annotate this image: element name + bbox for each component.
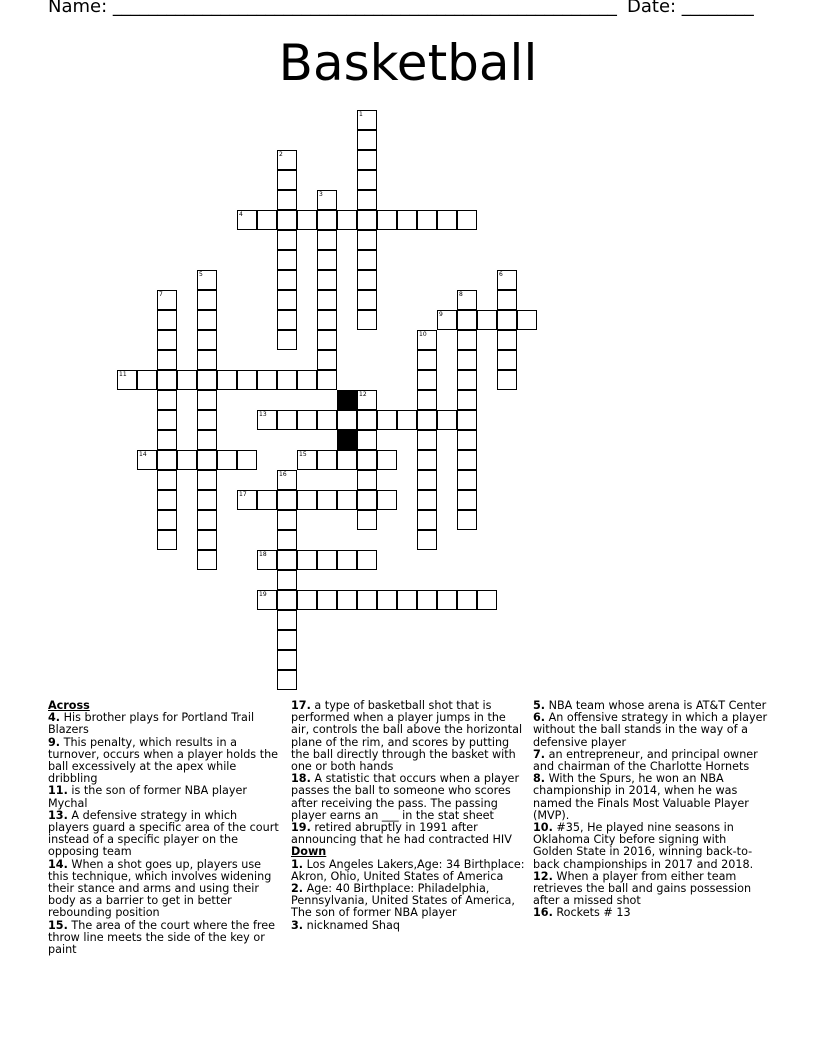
grid-cell[interactable] <box>337 550 357 570</box>
grid-cell[interactable] <box>297 550 317 570</box>
grid-cell[interactable] <box>457 450 477 470</box>
clue-number: 16 <box>279 471 287 478</box>
clues-column-1 <box>48 700 280 956</box>
grid-cell[interactable] <box>197 450 217 470</box>
grid-cell[interactable] <box>357 170 377 190</box>
grid-cell[interactable] <box>197 390 217 410</box>
grid-cell[interactable] <box>457 310 477 330</box>
grid-cell[interactable] <box>177 370 197 390</box>
clues-column-3 <box>533 700 768 920</box>
grid-cell[interactable] <box>317 210 337 230</box>
grid-cell[interactable] <box>277 250 297 270</box>
grid-cell[interactable] <box>157 290 177 310</box>
grid-cell[interactable] <box>457 390 477 410</box>
grid-cell[interactable] <box>337 450 357 470</box>
grid-cell[interactable] <box>157 330 177 350</box>
clue-across-17: 17. a type of basketball shot that is performed when a player jumps in the air, controls the ball above the horizontal plane of the rim, and scores by putting the ball directly through the basket with one or both hands <box>291 699 523 774</box>
clue-number: 8 <box>459 291 463 298</box>
grid-cell[interactable] <box>197 410 217 430</box>
clue-number: 12 <box>359 391 367 398</box>
clue-across-15: 15. The area of the court where the free throw line meets the side of the key or paint <box>48 918 276 957</box>
grid-cell[interactable] <box>357 270 377 290</box>
grid-cell[interactable] <box>377 410 397 430</box>
grid-cell[interactable] <box>357 470 377 490</box>
clue-number: 13 <box>259 411 267 418</box>
grid-cell[interactable] <box>357 130 377 150</box>
grid-cell[interactable] <box>357 450 377 470</box>
clue-number: 1 <box>359 111 363 118</box>
grid-cell[interactable] <box>437 410 457 430</box>
grid-cell[interactable] <box>417 330 437 350</box>
grid-cell[interactable] <box>277 230 297 250</box>
grid-cell[interactable] <box>457 410 477 430</box>
grid-cell[interactable] <box>337 210 357 230</box>
grid-cell[interactable] <box>397 590 417 610</box>
grid-cell[interactable] <box>197 530 217 550</box>
grid-cell[interactable] <box>137 370 157 390</box>
clue-down-3: 3. nicknamed Shaq <box>291 918 400 932</box>
clue-across-14: 14. When a shot goes up, players use this technique, which involves widening their stance and arms and using their body as a barrier to get in better rebounding position <box>48 857 272 920</box>
grid-cell[interactable] <box>357 290 377 310</box>
down-heading: Down <box>291 845 327 859</box>
grid-cell[interactable] <box>357 510 377 530</box>
grid-cell[interactable] <box>377 450 397 470</box>
grid-cell[interactable] <box>417 410 437 430</box>
grid-cell[interactable] <box>357 210 377 230</box>
clue-down-1: 1. Los Angeles Lakers,Age: 34 Birthplace: Akron, Ohio, United States of America <box>291 857 525 883</box>
grid-cell[interactable] <box>257 490 277 510</box>
clue-number: 19 <box>259 591 267 598</box>
grid-cell[interactable] <box>157 470 177 490</box>
grid-cell[interactable] <box>357 230 377 250</box>
grid-cell[interactable] <box>417 490 437 510</box>
grid-cell[interactable] <box>197 370 217 390</box>
grid-cell[interactable] <box>317 310 337 330</box>
grid-cell[interactable] <box>237 210 257 230</box>
grid-cell[interactable] <box>297 370 317 390</box>
grid-cell[interactable] <box>157 510 177 530</box>
clue-number: 15 <box>299 451 307 458</box>
grid-cell[interactable] <box>357 310 377 330</box>
date-field[interactable]: Date: ________ <box>627 0 754 17</box>
grid-cell[interactable] <box>497 270 517 290</box>
grid-cell[interactable] <box>457 510 477 530</box>
clue-across-11: 11. is the son of former NBA player Mychal <box>48 784 248 810</box>
grid-cell[interactable] <box>277 510 297 530</box>
grid-cell[interactable] <box>497 350 517 370</box>
clue-down-10: 10. #35, He played nine seasons in Oklahoma City before signing with Golden State in 2016, winning back-to-back championships in 2017 and 2018. <box>533 821 754 871</box>
grid-cell[interactable] <box>397 410 417 430</box>
clue-across-18: 18. A statistic that occurs when a player passes the ball to someone who scores after receiving the pass. The passing player earns an ___ in the stat sheet <box>291 772 520 822</box>
grid-cell[interactable] <box>357 390 377 410</box>
grid-cell[interactable] <box>257 370 277 390</box>
grid-cell[interactable] <box>457 210 477 230</box>
grid-cell[interactable] <box>477 590 497 610</box>
clue-number: 7 <box>159 291 163 298</box>
grid-cell[interactable] <box>317 250 337 270</box>
grid-cell[interactable] <box>157 490 177 510</box>
grid-cell[interactable] <box>277 570 297 590</box>
grid-cell[interactable] <box>357 110 377 130</box>
grid-cell[interactable] <box>317 190 337 210</box>
grid-cell[interactable] <box>197 310 217 330</box>
grid-cell[interactable] <box>197 330 217 350</box>
grid-cell[interactable] <box>217 450 237 470</box>
grid-cell[interactable] <box>477 310 497 330</box>
grid-cell[interactable] <box>157 310 177 330</box>
grid-cell[interactable] <box>457 490 477 510</box>
grid-cell[interactable] <box>117 370 137 390</box>
clue-down-5: 5. NBA team whose arena is AT&T Center <box>533 699 767 712</box>
grid-cell[interactable] <box>257 410 277 430</box>
grid-cell[interactable] <box>157 390 177 410</box>
grid-cell[interactable] <box>197 470 217 490</box>
grid-cell[interactable] <box>277 210 297 230</box>
grid-cell[interactable] <box>317 410 337 430</box>
grid-cell[interactable] <box>277 270 297 290</box>
grid-cell[interactable] <box>417 370 437 390</box>
grid-cell[interactable] <box>417 470 437 490</box>
grid-cell[interactable] <box>237 370 257 390</box>
grid-cell[interactable] <box>277 370 297 390</box>
grid-cell[interactable] <box>197 510 217 530</box>
grid-block <box>337 390 357 410</box>
clue-number: 3 <box>319 191 323 198</box>
grid-cell[interactable] <box>417 390 437 410</box>
grid-cell[interactable] <box>417 430 437 450</box>
grid-cell[interactable] <box>277 530 297 550</box>
grid-cell[interactable] <box>277 150 297 170</box>
grid-cell[interactable] <box>137 450 157 470</box>
grid-cell[interactable] <box>277 610 297 630</box>
grid-cell[interactable] <box>357 250 377 270</box>
grid-cell[interactable] <box>197 430 217 450</box>
grid-cell[interactable] <box>317 270 337 290</box>
grid-cell[interactable] <box>357 550 377 570</box>
grid-cell[interactable] <box>217 370 237 390</box>
grid-cell[interactable] <box>337 490 357 510</box>
grid-cell[interactable] <box>497 290 517 310</box>
grid-cell[interactable] <box>277 550 297 570</box>
grid-cell[interactable] <box>457 330 477 350</box>
clues-column-2 <box>291 700 526 932</box>
grid-cell[interactable] <box>417 510 437 530</box>
grid-cell[interactable] <box>357 410 377 430</box>
grid-block <box>337 430 357 450</box>
grid-cell[interactable] <box>357 150 377 170</box>
grid-cell[interactable] <box>157 430 177 450</box>
grid-cell[interactable] <box>457 370 477 390</box>
grid-cell[interactable] <box>357 590 377 610</box>
grid-cell[interactable] <box>377 590 397 610</box>
grid-cell[interactable] <box>317 590 337 610</box>
grid-cell[interactable] <box>417 450 437 470</box>
clue-number: 14 <box>139 451 147 458</box>
clue-number: 6 <box>499 271 503 278</box>
grid-cell[interactable] <box>377 490 397 510</box>
grid-cell[interactable] <box>417 530 437 550</box>
clue-number: 10 <box>419 331 427 338</box>
across-heading: Across <box>48 699 90 712</box>
grid-cell[interactable] <box>157 410 177 430</box>
grid-cell[interactable] <box>317 330 337 350</box>
grid-cell[interactable] <box>297 450 317 470</box>
grid-cell[interactable] <box>277 670 297 690</box>
clue-down-2: 2. Age: 40 Birthplace: Philadelphia, Pennsylvania, United States of America, The son of former NBA player <box>291 882 515 920</box>
grid-cell[interactable] <box>417 210 437 230</box>
clue-across-9: 9. This penalty, which results in a turnover, occurs when a player holds the ball excessively at the apex while dribbling <box>48 735 279 786</box>
grid-cell[interactable] <box>317 490 337 510</box>
grid-cell[interactable] <box>417 590 437 610</box>
grid-cell[interactable] <box>157 350 177 370</box>
grid-cell[interactable] <box>357 490 377 510</box>
grid-cell[interactable] <box>257 590 277 610</box>
clue-number: 2 <box>279 151 283 158</box>
grid-cell[interactable] <box>277 470 297 490</box>
grid-cell[interactable] <box>297 590 317 610</box>
grid-cell[interactable] <box>457 430 477 450</box>
grid-cell[interactable] <box>277 310 297 330</box>
grid-cell[interactable] <box>437 310 457 330</box>
grid-cell[interactable] <box>317 350 337 370</box>
grid-cell[interactable] <box>317 550 337 570</box>
grid-cell[interactable] <box>317 450 337 470</box>
grid-cell[interactable] <box>317 290 337 310</box>
clue-number: 4 <box>239 211 243 218</box>
grid-cell[interactable] <box>157 370 177 390</box>
grid-cell[interactable] <box>457 290 477 310</box>
name-field[interactable]: Name: ________________________________________________________ <box>48 0 617 17</box>
clue-number: 11 <box>119 371 127 378</box>
grid-cell[interactable] <box>457 350 477 370</box>
grid-cell[interactable] <box>397 210 417 230</box>
grid-cell[interactable] <box>337 410 357 430</box>
clue-down-7: 7. an entrepreneur, and principal owner and chairman of the Charlotte Hornets <box>533 747 758 774</box>
clue-number: 18 <box>259 551 267 558</box>
grid-cell[interactable] <box>157 450 177 470</box>
grid-cell[interactable] <box>277 410 297 430</box>
grid-cell[interactable] <box>497 370 517 390</box>
clue-across-13: 13. A defensive strategy in which players guard a specific area of the court instead of a specific player on the opposing team <box>48 808 279 859</box>
grid-cell[interactable] <box>457 590 477 610</box>
grid-cell[interactable] <box>377 210 397 230</box>
grid-cell[interactable] <box>417 350 437 370</box>
grid-cell[interactable] <box>277 590 297 610</box>
grid-cell[interactable] <box>297 490 317 510</box>
grid-cell[interactable] <box>437 210 457 230</box>
grid-cell[interactable] <box>357 430 377 450</box>
grid-cell[interactable] <box>277 290 297 310</box>
grid-cell[interactable] <box>497 310 517 330</box>
grid-cell[interactable] <box>357 190 377 210</box>
clue-down-6: 6. An offensive strategy in which a player without the ball stands in the way of a defensive player <box>533 711 768 749</box>
clue-number: 5 <box>199 271 203 278</box>
grid-cell[interactable] <box>277 490 297 510</box>
grid-cell[interactable] <box>197 550 217 570</box>
grid-cell[interactable] <box>277 190 297 210</box>
grid-cell[interactable] <box>257 210 277 230</box>
clue-across-19: 19. retired abruptly in 1991 after announcing that he had contracted HIV <box>291 821 512 847</box>
grid-cell[interactable] <box>197 490 217 510</box>
clue-across-4: 4. His brother plays for Portland Trail Blazers <box>48 711 255 737</box>
grid-cell[interactable] <box>197 270 217 290</box>
grid-cell[interactable] <box>237 450 257 470</box>
grid-cell[interactable] <box>197 350 217 370</box>
clue-number: 17 <box>239 491 247 498</box>
clue-down-16: 16. Rockets # 13 <box>533 906 631 920</box>
grid-cell[interactable] <box>237 490 257 510</box>
grid-cell[interactable] <box>337 590 357 610</box>
grid-cell[interactable] <box>517 310 537 330</box>
clue-number: 9 <box>439 311 443 318</box>
grid-cell[interactable] <box>197 290 217 310</box>
grid-cell[interactable] <box>317 370 337 390</box>
grid-cell[interactable] <box>277 170 297 190</box>
grid-cell[interactable] <box>277 650 297 670</box>
grid-cell[interactable] <box>297 410 317 430</box>
page-title: Basketball <box>278 34 538 92</box>
grid-cell[interactable] <box>257 550 277 570</box>
clue-down-8: 8. With the Spurs, he won an NBA championship in 2014, when he was named the Finals Most Valuable Player (MVP). <box>533 772 749 822</box>
grid-cell[interactable] <box>317 230 337 250</box>
clue-down-12: 12. When a player from either team retrieves the ball and gains possession after a missed shot <box>533 869 752 908</box>
grid-cell[interactable] <box>497 330 517 350</box>
grid-cell[interactable] <box>177 450 197 470</box>
grid-cell[interactable] <box>437 590 457 610</box>
grid-cell[interactable] <box>297 210 317 230</box>
grid-cell[interactable] <box>457 470 477 490</box>
grid-cell[interactable] <box>157 530 177 550</box>
grid-cell[interactable] <box>277 630 297 650</box>
grid-cell[interactable] <box>277 330 297 350</box>
